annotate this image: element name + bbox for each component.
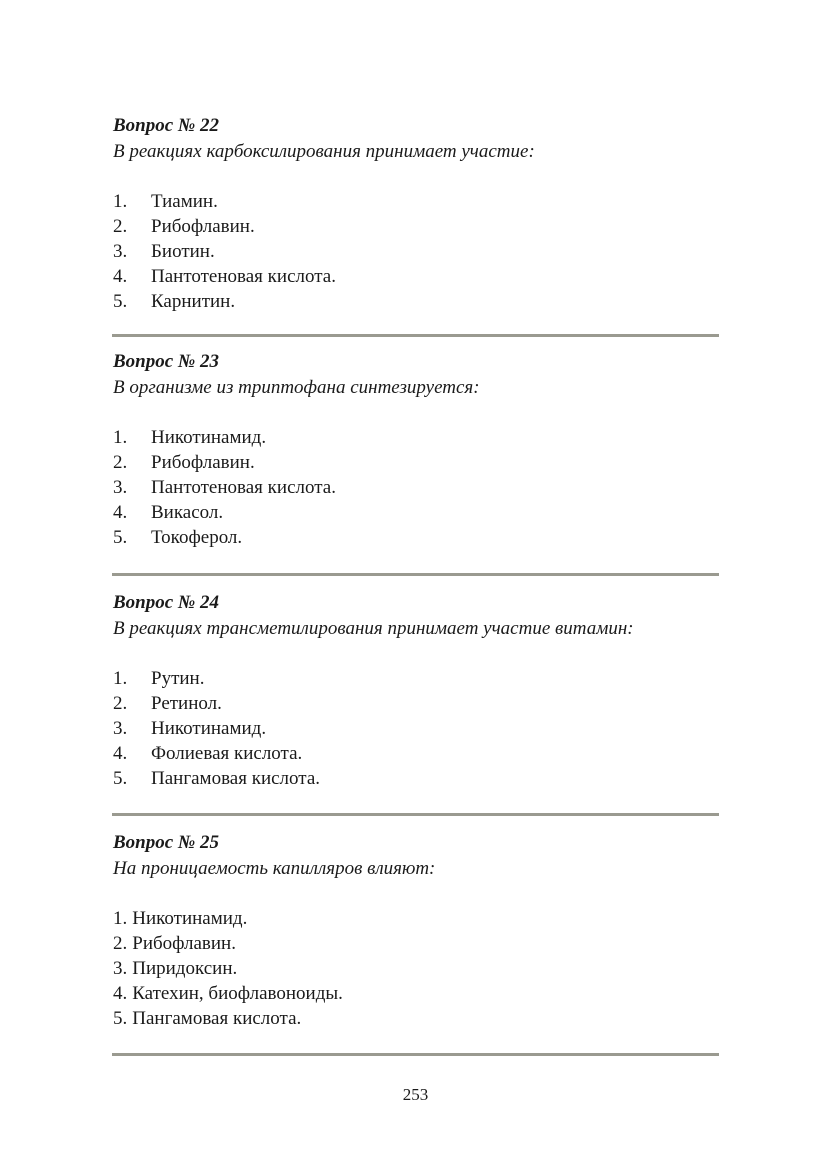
answer-label: Карнитин. <box>151 291 236 312</box>
answer-number: 2. <box>113 933 128 954</box>
section-divider <box>112 1053 719 1056</box>
answer-option <box>113 981 719 1006</box>
section-divider <box>112 334 719 337</box>
answer-option <box>113 716 719 741</box>
answer-option <box>113 666 719 691</box>
answer-number: 1. <box>113 427 128 448</box>
answer-label: Биотин. <box>151 241 215 262</box>
question-title: Вопрос № 22 <box>113 115 220 136</box>
section-divider <box>112 573 719 576</box>
answer-option <box>113 214 719 239</box>
answer-option <box>113 691 719 716</box>
answer-number: 3. <box>113 477 128 498</box>
answer-list <box>113 666 719 791</box>
answer-label: Рибофлавин. <box>132 933 236 954</box>
answer-list <box>113 425 719 550</box>
answer-label: Тиамин. <box>151 191 218 212</box>
question-22 <box>113 113 719 314</box>
answer-label: Пантотеновая кислота. <box>151 266 336 287</box>
answer-number: 5. <box>113 291 128 312</box>
question-text: В организме из триптофана синтезируется: <box>113 377 480 398</box>
answer-option <box>113 264 719 289</box>
answer-label: Никотинамид. <box>132 908 248 929</box>
question-title: Вопрос № 25 <box>113 832 220 853</box>
answer-option <box>113 289 719 314</box>
answer-number: 5. <box>113 768 128 789</box>
answer-number: 4. <box>113 502 128 523</box>
answer-label: Никотинамид. <box>151 427 267 448</box>
answer-option <box>113 525 719 550</box>
answer-option <box>113 500 719 525</box>
answer-label: Пиридоксин. <box>132 958 238 979</box>
answer-number: 3. <box>113 958 128 979</box>
answer-list <box>113 906 719 1031</box>
answer-option <box>113 450 719 475</box>
answer-number: 3. <box>113 241 128 262</box>
question-text: В реакциях карбоксилирования принимает участие: <box>113 141 535 162</box>
answer-label: Пантотеновая кислота. <box>151 477 336 498</box>
answer-option <box>113 956 719 981</box>
answer-number: 2. <box>113 693 128 714</box>
answer-number: 3. <box>113 718 128 739</box>
answer-label: Токоферол. <box>151 527 243 548</box>
answer-label: Рутин. <box>151 668 205 689</box>
answer-number: 4. <box>113 266 128 287</box>
answer-option <box>113 906 719 931</box>
question-24 <box>113 590 719 791</box>
answer-label: Никотинамид. <box>151 718 267 739</box>
answer-option <box>113 475 719 500</box>
answer-label: Пангамовая кислота. <box>132 1008 302 1029</box>
answer-label: Рибофлавин. <box>151 216 255 237</box>
answer-number: 5. <box>113 527 128 548</box>
answer-option <box>113 766 719 791</box>
question-title: Вопрос № 23 <box>113 351 220 372</box>
answer-option <box>113 425 719 450</box>
answer-list <box>113 189 719 314</box>
answer-number: 1. <box>113 908 128 929</box>
answer-option <box>113 741 719 766</box>
answer-number: 4. <box>113 983 128 1004</box>
answer-number: 5. <box>113 1008 128 1029</box>
answer-label: Пангамовая кислота. <box>151 768 320 789</box>
answer-label: Катехин, биофлавоноиды. <box>132 983 343 1004</box>
answer-number: 2. <box>113 452 128 473</box>
question-text: В реакциях трансметилирования принимает участие витамин: <box>113 618 634 639</box>
answer-number: 4. <box>113 743 128 764</box>
section-divider <box>112 813 719 816</box>
answer-option <box>113 1006 719 1031</box>
answer-option <box>113 189 719 214</box>
answer-label: Рибофлавин. <box>151 452 255 473</box>
answer-number: 1. <box>113 668 128 689</box>
question-title: Вопрос № 24 <box>113 592 220 613</box>
question-25 <box>113 830 719 1031</box>
answer-label: Викасол. <box>151 502 224 523</box>
page-number: 253 <box>402 1085 429 1104</box>
answer-option <box>113 239 719 264</box>
answer-number: 1. <box>113 191 128 212</box>
question-text: На проницаемость капилляров влияют: <box>113 858 436 879</box>
answer-label: Фолиевая кислота. <box>151 743 303 764</box>
question-23 <box>113 349 719 550</box>
answer-number: 2. <box>113 216 128 237</box>
answer-option <box>113 931 719 956</box>
answer-label: Ретинол. <box>151 693 222 714</box>
